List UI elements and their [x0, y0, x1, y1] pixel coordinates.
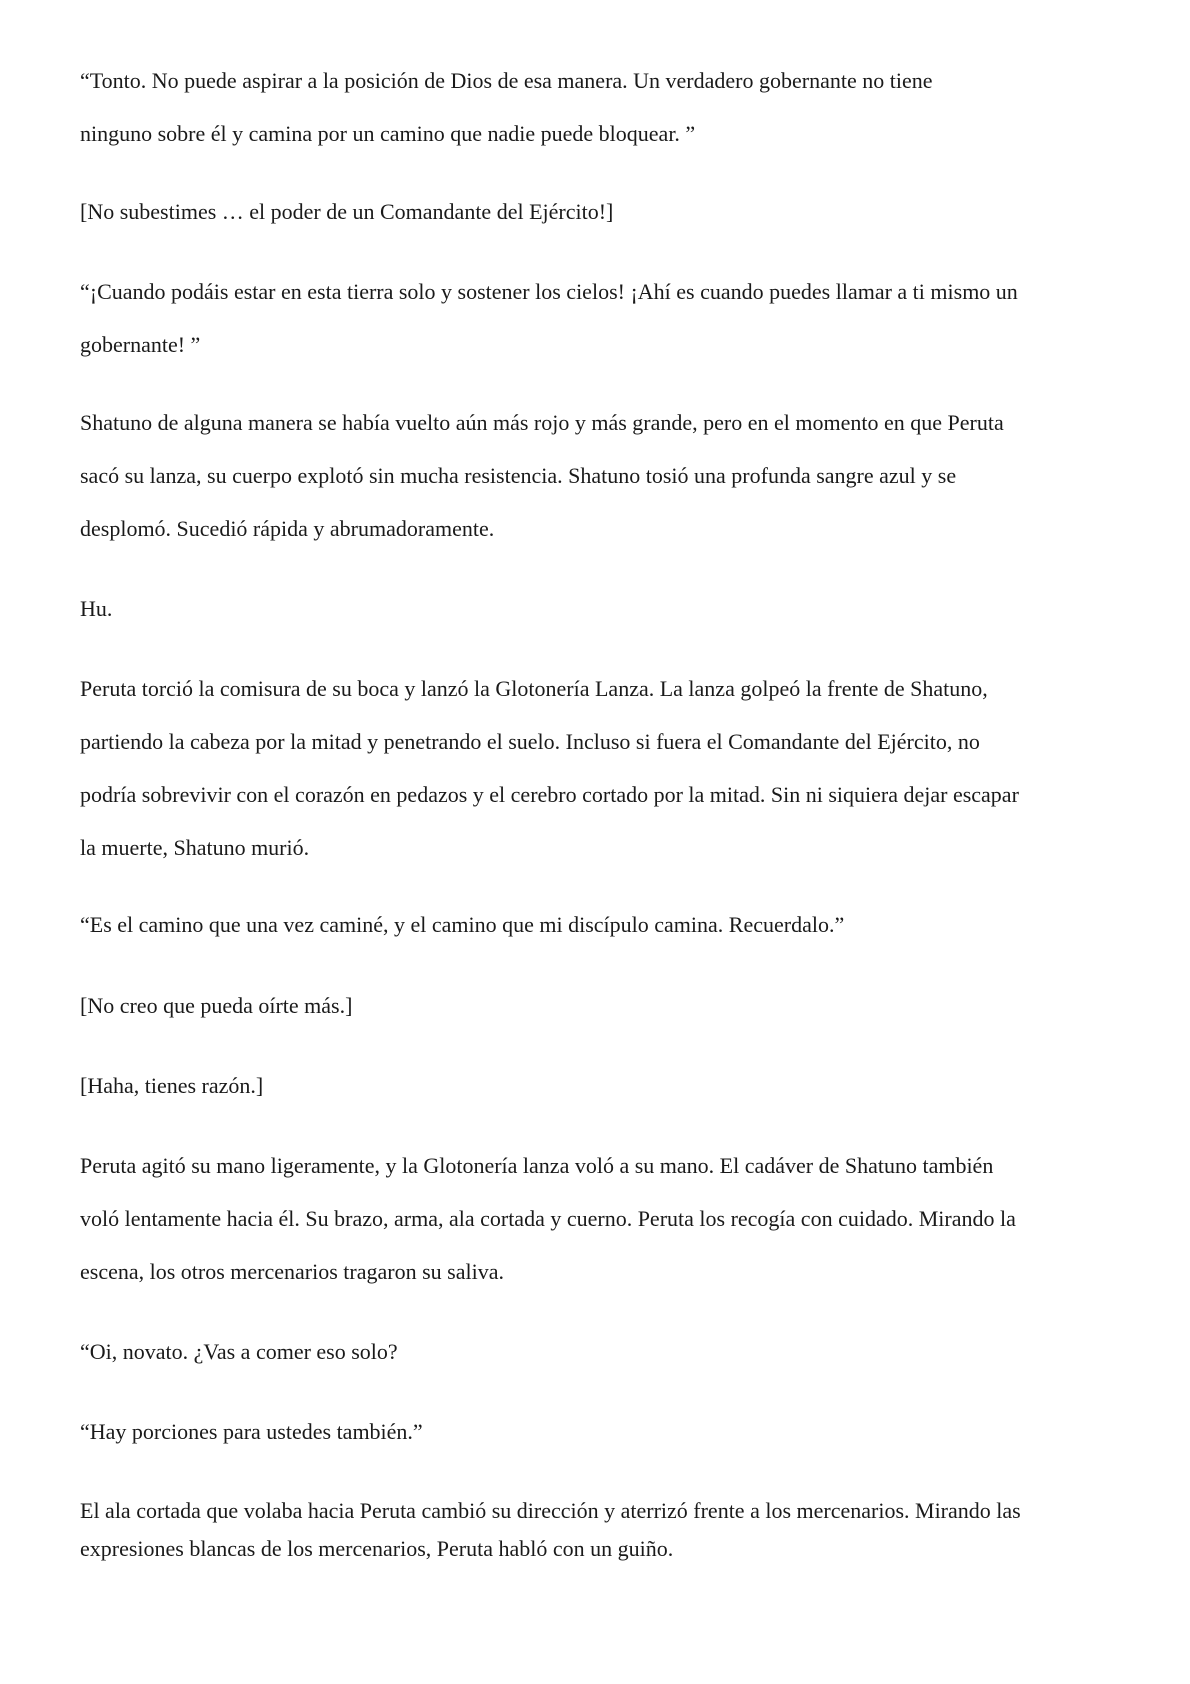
- paragraph-tonto-dialogue: [80, 54, 1120, 160]
- text-line: partiendo la cabeza por la mitad y penetrando el suelo. Incluso si fuera el Comandante del Ejército, no: [80, 729, 980, 754]
- text-line: podría sobrevivir con el corazón en pedazos y el cerebro cortado por la mitad. Sin ni siquiera dejar escapar: [80, 782, 1019, 807]
- text-line: gobernante! ”: [80, 332, 201, 357]
- paragraph-es-el-camino: [80, 898, 1120, 951]
- text-line: “¡Cuando podáis estar en esta tierra solo y sostener los cielos! ¡Ahí es cuando puedes llamar a ti mismo un: [80, 279, 1018, 304]
- text-line: voló lentamente hacia él. Su brazo, arma, ala cortada y cuerno. Peruta los recogía con cuidado. Mirando la: [80, 1206, 1016, 1231]
- text-line: Peruta agitó su mano ligeramente, y la Glotonería lanza voló a su mano. El cadáver de Shatuno también: [80, 1153, 994, 1178]
- paragraph-hay-porciones: [80, 1405, 1120, 1458]
- paragraph-ala-cortada: [80, 1492, 1120, 1568]
- text-line: Peruta torció la comisura de su boca y lanzó la Glotonería Lanza. La lanza golpeó la frente de Shatuno,: [80, 676, 988, 701]
- text-line: [No creo que pueda oírte más.]: [80, 993, 353, 1018]
- paragraph-cuando-podais: [80, 265, 1120, 371]
- text-line: desplomó. Sucedió rápida y abrumadoramente.: [80, 516, 495, 541]
- paragraph-shatuno-rojo: [80, 396, 1120, 555]
- text-line: “Tonto. No puede aspirar a la posición de Dios de esa manera. Un verdadero gobernante no tiene: [80, 68, 933, 93]
- text-line: Hu.: [80, 596, 113, 621]
- paragraph-hu: [80, 582, 1120, 635]
- text-line: [Haha, tienes razón.]: [80, 1073, 264, 1098]
- text-line: ninguno sobre él y camina por un camino que nadie puede bloquear. ”: [80, 121, 696, 146]
- text-line: El ala cortada que volaba hacia Peruta cambió su dirección y aterrizó frente a los mercenarios. Mirando las: [80, 1498, 1021, 1523]
- text-line: “Hay porciones para ustedes también.”: [80, 1419, 423, 1444]
- paragraph-haha: [80, 1059, 1120, 1112]
- paragraph-peruta-agito: [80, 1139, 1120, 1298]
- text-line: “Oi, novato. ¿Vas a comer eso solo?: [80, 1339, 398, 1364]
- text-line: expresiones blancas de los mercenarios, Peruta habló con un guiño.: [80, 1536, 674, 1561]
- paragraph-oi-novato: [80, 1325, 1120, 1378]
- text-line: “Es el camino que una vez caminé, y el camino que mi discípulo camina. Recuerdalo.”: [80, 912, 845, 937]
- text-line: [No subestimes … el poder de un Comandante del Ejército!]: [80, 199, 614, 224]
- text-line: la muerte, Shatuno murió.: [80, 835, 310, 860]
- text-line: escena, los otros mercenarios tragaron su saliva.: [80, 1259, 504, 1284]
- paragraph-subestimes: [80, 185, 1120, 238]
- text-line: Shatuno de alguna manera se había vuelto aún más rojo y más grande, pero en el momento en que Peruta: [80, 410, 1004, 435]
- paragraph-peruta-torcio: [80, 662, 1120, 874]
- text-line: sacó su lanza, su cuerpo explotó sin mucha resistencia. Shatuno tosió una profunda sangre azul y se: [80, 463, 957, 488]
- paragraph-no-creo: [80, 979, 1120, 1032]
